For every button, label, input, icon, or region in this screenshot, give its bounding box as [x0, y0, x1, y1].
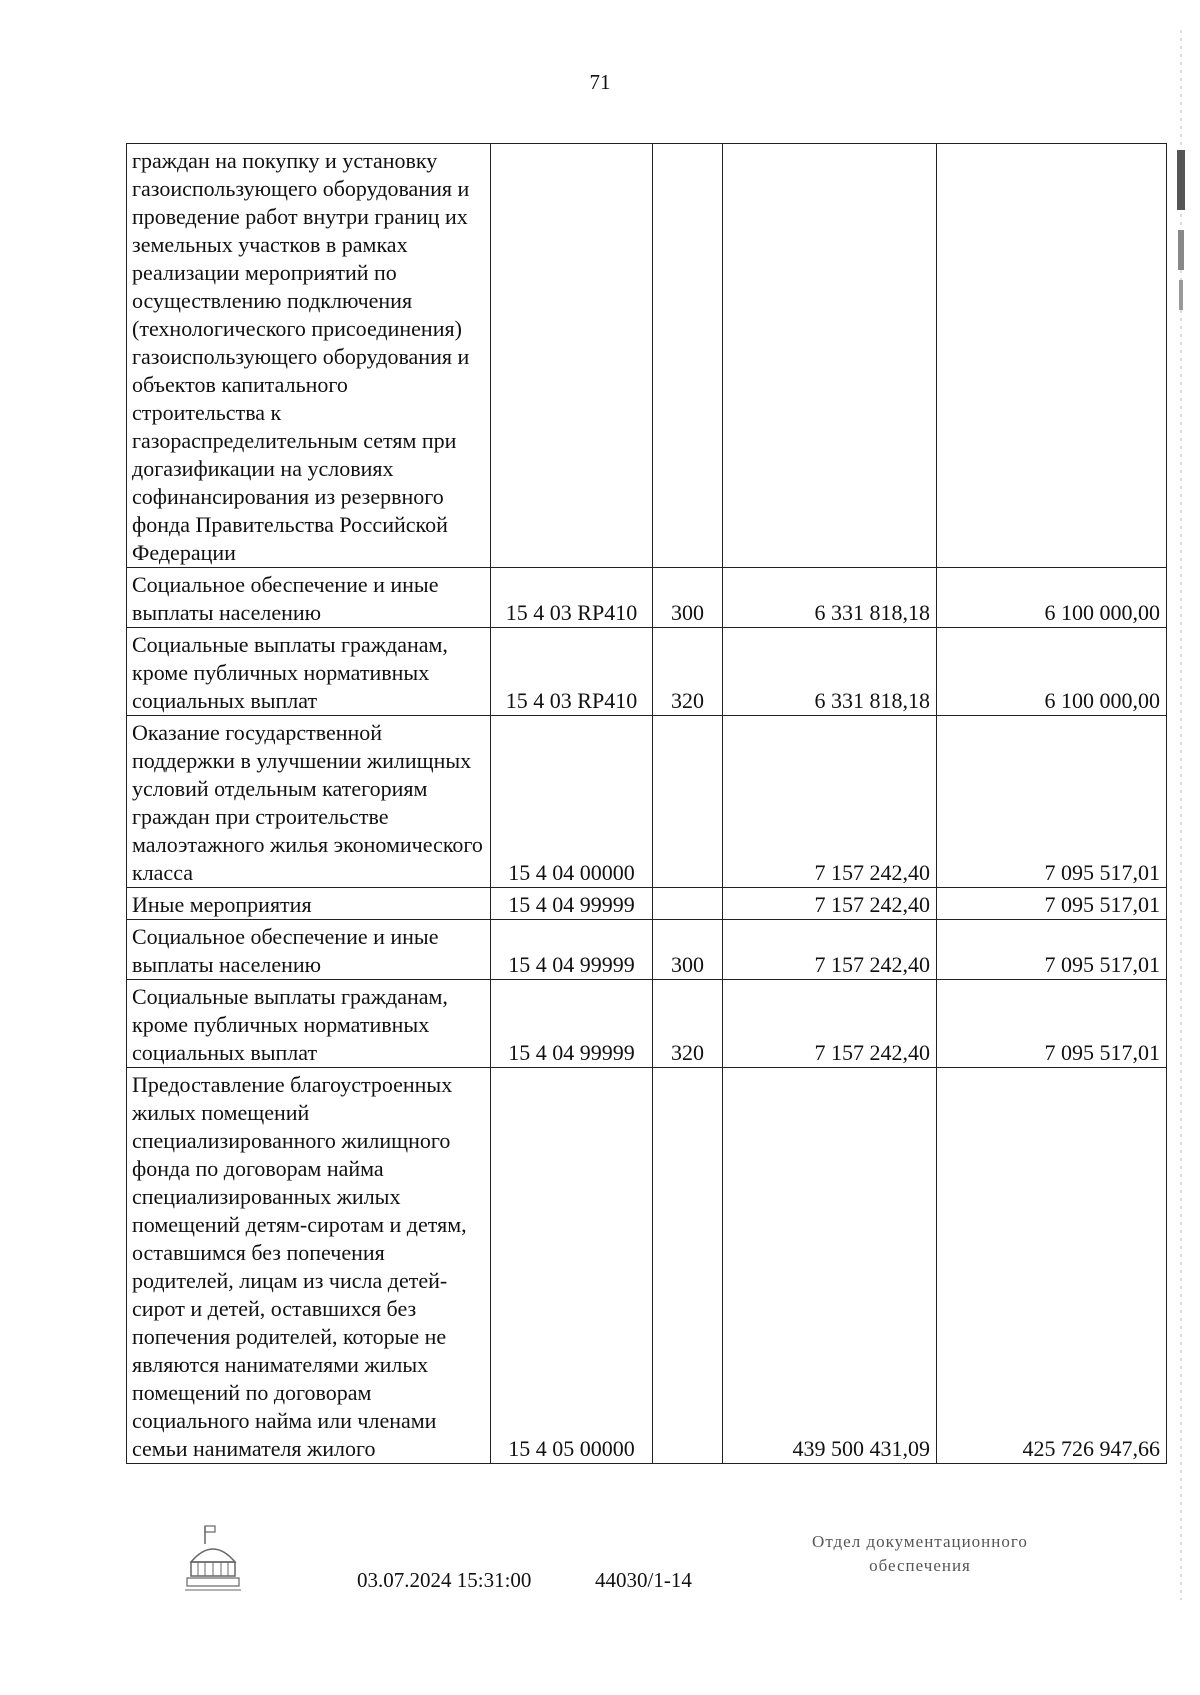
row-value-2: 6 100 000,00 [937, 568, 1167, 628]
department-stamp-line-1: Отдел документационного [812, 1532, 1028, 1551]
table-row [127, 1068, 1167, 1464]
row-expense-type: 320 [653, 980, 723, 1068]
row-value-2: 7 095 517,01 [937, 716, 1167, 888]
row-expense-type [653, 1068, 723, 1464]
row-expense-type [653, 716, 723, 888]
table-row [127, 628, 1167, 716]
row-value-2: 6 100 000,00 [937, 628, 1167, 716]
row-name: Социальное обеспечение и иные выплаты населению [127, 920, 491, 980]
row-value-1: 6 331 818,18 [723, 628, 937, 716]
row-name: Оказание государственной поддержки в улучшении жилищных условий отдельным категориям граждан при строительстве малоэтажного жилья экономического класса [127, 716, 491, 888]
row-value-2: 7 095 517,01 [937, 920, 1167, 980]
budget-table [126, 143, 1167, 1464]
row-code: 15 4 04 99999 [491, 920, 653, 980]
table-row [127, 568, 1167, 628]
row-value-2: 7 095 517,01 [937, 888, 1167, 920]
row-value-1: 7 157 242,40 [723, 888, 937, 920]
row-name: Социальные выплаты гражданам, кроме публичных нормативных социальных выплат [127, 628, 491, 716]
row-value-2: 425 726 947,66 [937, 1068, 1167, 1464]
duma-emblem-icon [183, 1522, 243, 1594]
row-name: граждан на покупку и установку газоиспользующего оборудования и проведение работ внутри границ их земельных участков в рамках реализации мероприятий по осуществлению подключения (технологического присоединения) газоиспользующего оборудования и объектов капитального строительства к газораспределительным сетям при догазификации на условиях софинансирования из резервного фонда Правительства Российской Федерации [127, 144, 491, 568]
row-value-1: 7 157 242,40 [723, 920, 937, 980]
table-row [127, 716, 1167, 888]
row-value-2: 7 095 517,01 [937, 980, 1167, 1068]
row-value-1: 7 157 242,40 [723, 980, 937, 1068]
table-row [127, 920, 1167, 980]
footer-doc-number: 44030/1-14 [595, 1568, 692, 1592]
row-code: 15 4 04 99999 [491, 888, 653, 920]
row-code: 15 4 05 00000 [491, 1068, 653, 1464]
row-value-1: 6 331 818,18 [723, 568, 937, 628]
department-stamp [765, 1530, 1075, 1578]
department-stamp-line-2: обеспечения [869, 1556, 971, 1575]
margin-barcode-icon [1176, 30, 1186, 1600]
row-expense-type [653, 144, 723, 568]
row-code: 15 4 04 99999 [491, 980, 653, 1068]
row-value-2 [937, 144, 1167, 568]
row-name: Иные мероприятия [127, 888, 491, 920]
footer-datetime: 03.07.2024 15:31:00 [357, 1568, 532, 1592]
row-expense-type: 300 [653, 920, 723, 980]
row-code: 15 4 04 00000 [491, 716, 653, 888]
table-row [127, 888, 1167, 920]
table-row [127, 144, 1167, 568]
row-expense-type: 300 [653, 568, 723, 628]
row-name: Социальное обеспечение и иные выплаты населению [127, 568, 491, 628]
row-value-1: 7 157 242,40 [723, 716, 937, 888]
page-number: 71 [589, 70, 611, 94]
row-code: 15 4 03 RP410 [491, 628, 653, 716]
row-expense-type [653, 888, 723, 920]
row-value-1: 439 500 431,09 [723, 1068, 937, 1464]
row-expense-type: 320 [653, 628, 723, 716]
row-name: Социальные выплаты гражданам, кроме публичных нормативных социальных выплат [127, 980, 491, 1068]
row-code: 15 4 03 RP410 [491, 568, 653, 628]
row-name: Предоставление благоустроенных жилых помещений специализированного жилищного фонда по договорам найма специализированных жилых помещений детям-сиротам и детям, оставшимся без попечения родителей, лицам из числа детей-сирот и детей, оставшихся без попечения родителей, которые не являются нанимателями жилых помещений по договорам социального найма или членами семьи нанимателя жилого [127, 1068, 491, 1464]
table-row [127, 980, 1167, 1068]
row-code [491, 144, 653, 568]
row-value-1 [723, 144, 937, 568]
